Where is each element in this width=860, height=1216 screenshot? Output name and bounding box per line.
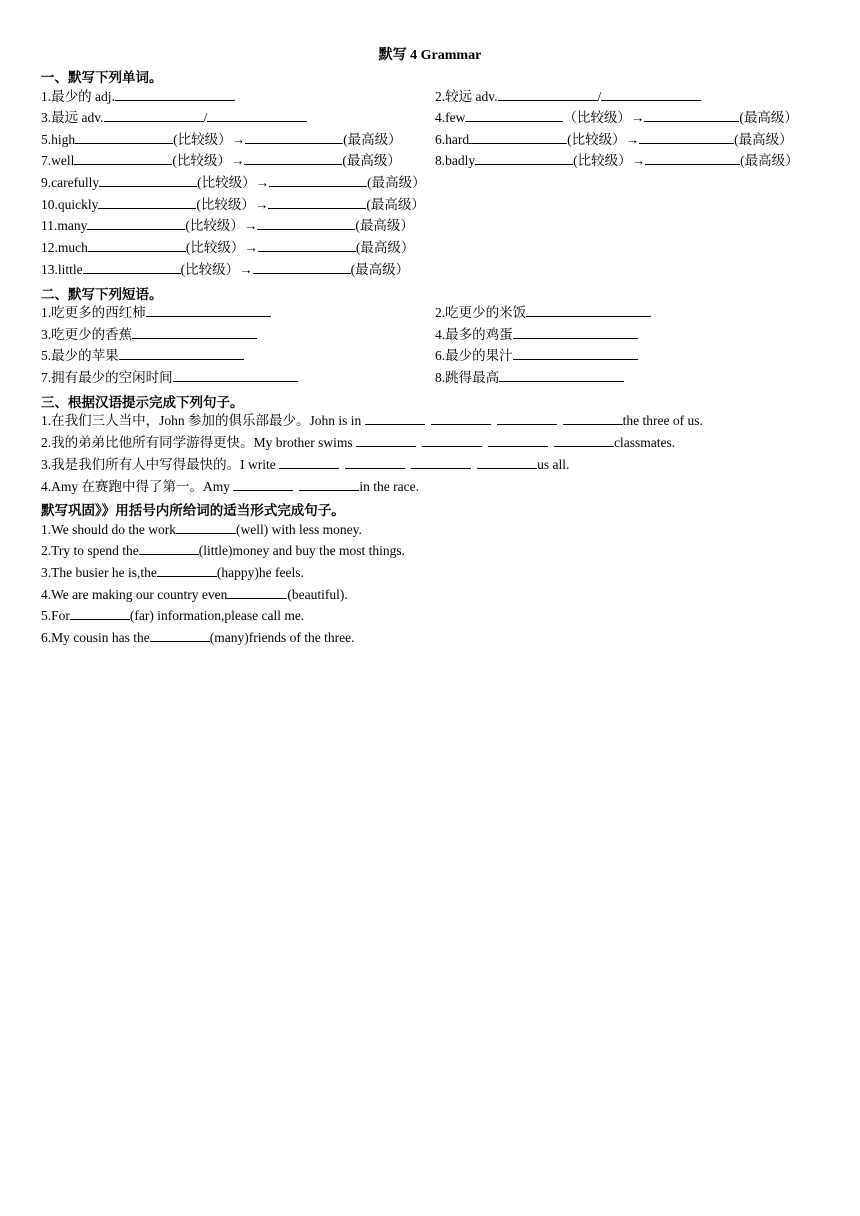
superlative-label: (最高级） [355,240,415,255]
phrase-label: 5.最少的苹果 [41,348,119,363]
sentence-item-3 [41,456,569,474]
answer-blank[interactable] [257,217,355,230]
answer-blank[interactable] [119,347,244,360]
phrase-label: 4.最多的鸡蛋 [435,327,513,342]
word-label: 9.carefully [41,175,100,190]
word-item-7 [41,152,401,170]
phrase-label: 1.吃更多的西红柿 [41,305,146,320]
word-item-11 [41,217,414,235]
answer-blank[interactable] [563,412,623,425]
answer-blank[interactable] [233,478,293,491]
answer-blank[interactable] [644,109,739,122]
word-item-2 [435,88,701,106]
superlative-label: (最高级） [739,110,798,125]
word-item-9 [41,174,426,192]
word-label: 12.much [41,240,88,255]
answer-blank[interactable] [173,369,298,382]
answer-blank[interactable] [601,88,701,101]
superlative-label: (最高级） [343,132,402,147]
answer-blank[interactable] [431,412,491,425]
answer-blank[interactable] [411,456,471,469]
sentence-prompt: 3.我是我们所有人中写得最快的。I write [41,457,276,472]
phrase-item-2 [435,304,651,322]
sentence-ending: the three of us. [622,413,703,428]
phrase-item-3 [41,326,257,344]
word-label: 5.high [41,132,76,147]
answer-blank[interactable] [345,456,405,469]
practice-ending: (little)money and buy the most things. [198,543,405,558]
answer-blank[interactable] [422,434,482,447]
practice-prompt: 3.The busier he is,the [41,565,157,580]
word-label: 4.few [435,110,466,125]
comparative-label: (比较级）→ [567,132,640,147]
answer-blank[interactable] [176,521,236,534]
answer-blank[interactable] [245,131,343,144]
comparative-label: (比较级）→ [197,175,270,190]
sentence-item-1 [41,412,703,430]
comparative-label: (比较级）→ [196,197,269,212]
phrase-label: 2.吃更少的米饭 [435,305,527,320]
answer-blank[interactable] [146,304,271,317]
answer-blank[interactable] [554,434,614,447]
answer-blank[interactable] [365,412,425,425]
answer-blank[interactable] [88,239,186,252]
sentence-prompt: 1.在我们三人当中，John 参加的俱乐部最少。John is in [41,413,362,428]
answer-blank[interactable] [498,88,598,101]
word-item-3 [41,109,307,127]
practice-prompt: 1.We should do the work [41,522,177,537]
sentence-ending: classmates. [614,435,676,450]
answer-blank[interactable] [465,109,563,122]
practice-prompt: 4.We are making our country even [41,587,228,602]
practice-item-5 [41,607,304,625]
superlative-label: (最高级） [355,218,414,233]
answer-blank[interactable] [645,152,740,165]
word-label: 7.well [41,153,75,168]
practice-item-4 [41,586,348,604]
answer-blank[interactable] [356,434,416,447]
answer-blank[interactable] [488,434,548,447]
answer-blank[interactable] [499,369,624,382]
phrase-label: 8.跳得最高 [435,370,500,385]
practice-ending: (well) with less money. [236,522,362,537]
answer-blank[interactable] [279,456,339,469]
superlative-label: (最高级） [366,197,425,212]
answer-blank[interactable] [227,586,287,599]
sentence-prompt: 2.我的弟弟比他所有同学游得更快。My brother swims [41,435,353,450]
answer-blank[interactable] [83,261,181,274]
section-1-heading: 一、默写下列单词。 [41,70,163,85]
practice-item-3 [41,564,304,582]
comparative-label: (比较级）→ [185,240,258,255]
word-item-13 [41,261,409,279]
sentence-item-2 [41,434,675,452]
answer-blank[interactable] [244,152,342,165]
sentence-ending: in the race. [359,479,419,494]
answer-blank[interactable] [639,131,734,144]
word-item-5 [41,131,402,149]
answer-blank[interactable] [139,542,199,555]
answer-blank[interactable] [70,607,130,620]
answer-blank[interactable] [150,629,210,642]
practice-ending: (beautiful). [287,587,348,602]
section-3-heading: 三、根据汉语提示完成下列句子。 [41,395,244,410]
practice-prompt: 5.For [41,608,70,623]
sentence-ending: us all. [537,457,570,472]
comparative-label: (比较级）→ [180,262,253,277]
word-item-6 [435,131,793,149]
answer-blank[interactable] [497,412,557,425]
slash-separator: / [597,89,602,104]
word-label: 1.最少的 adj. [41,89,115,104]
answer-blank[interactable] [268,196,366,209]
answer-blank[interactable] [104,109,204,122]
practice-ending: (happy)he feels. [216,565,304,580]
practice-ending: (many)friends of the three. [209,630,355,645]
answer-blank[interactable] [513,326,638,339]
practice-prompt: 2.Try to spend the [41,543,139,558]
comparative-label: (比较级）→ [185,218,258,233]
answer-blank[interactable] [258,239,356,252]
answer-blank[interactable] [475,152,573,165]
slash-separator: / [203,110,208,125]
word-label: 6.hard [435,132,470,147]
comparative-label: (比较级）→ [172,153,245,168]
superlative-label: (最高级） [740,153,799,168]
answer-blank[interactable] [207,109,307,122]
superlative-label: (最高级） [350,262,410,277]
answer-blank[interactable] [269,174,367,187]
answer-blank[interactable] [299,478,359,491]
section-2-heading: 二、默写下列短语。 [41,287,163,302]
answer-blank[interactable] [98,196,196,209]
practice-item-2 [41,542,405,560]
word-item-12 [41,239,414,257]
sentence-item-4 [41,478,419,496]
phrase-label: 6.最少的果汁 [435,348,513,363]
answer-blank[interactable] [115,88,235,101]
phrase-label: 3.吃更少的香蕉 [41,327,133,342]
word-label: 2.较远 adv. [435,89,498,104]
answer-blank[interactable] [75,131,173,144]
answer-blank[interactable] [74,152,172,165]
answer-blank[interactable] [469,131,567,144]
page-title: 默写 4 Grammar [378,48,482,63]
superlative-label: (最高级） [367,175,426,190]
word-label: 3.最远 adv. [41,110,104,125]
comparative-label: (比较级）→ [573,153,646,168]
phrase-item-4 [435,326,638,344]
section-4-heading: 默写巩固》》用括号内所给词的适当形式完成句子。 [41,503,345,518]
word-label: 10.quickly [41,197,99,212]
phrase-item-6 [435,347,638,365]
answer-blank[interactable] [477,456,537,469]
word-item-8 [435,152,799,170]
phrase-item-8 [435,369,624,387]
practice-prompt: 6.My cousin has the [41,630,150,645]
word-item-4 [435,109,798,127]
phrase-label: 7.拥有最少的空闲时间 [41,370,173,385]
answer-blank[interactable] [132,326,257,339]
sentence-prompt: 4.Amy 在赛跑中得了第一。Amy [41,479,230,494]
word-label: 13.little [41,262,83,277]
practice-ending: (far) information,please call me. [129,608,305,623]
practice-item-6 [41,629,354,647]
answer-blank[interactable] [513,347,638,360]
comparative-label: （比较级）→ [563,110,645,125]
phrase-item-1 [41,304,271,322]
word-item-1 [41,88,235,106]
answer-blank[interactable] [526,304,651,317]
answer-blank[interactable] [157,564,217,577]
word-item-10 [41,196,425,214]
answer-blank[interactable] [253,261,351,274]
phrase-item-7 [41,369,298,387]
answer-blank[interactable] [99,174,197,187]
word-label: 8.badly [435,153,476,168]
word-label: 11.many [41,218,88,233]
superlative-label: (最高级） [734,132,793,147]
superlative-label: (最高级） [342,153,401,168]
comparative-label: (比较级）→ [173,132,246,147]
phrase-item-5 [41,347,244,365]
answer-blank[interactable] [87,217,185,230]
practice-item-1 [41,521,362,539]
